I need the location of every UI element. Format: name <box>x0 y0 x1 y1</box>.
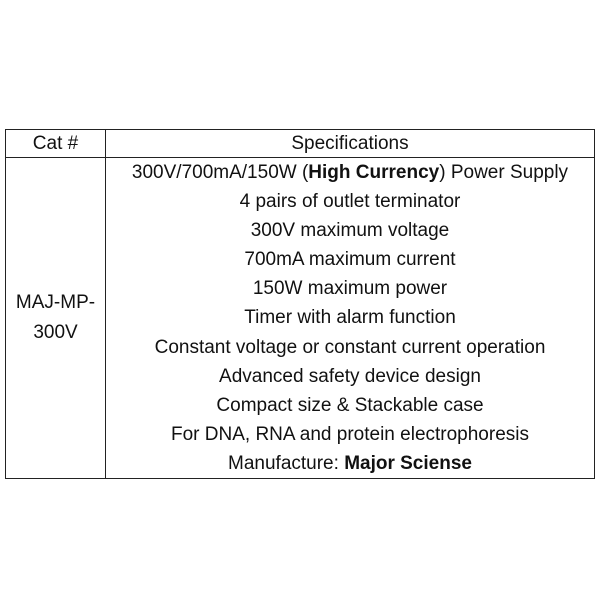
spec-line-max-power: 150W maximum power <box>252 278 448 300</box>
header-row <box>6 130 595 158</box>
table-row <box>6 158 595 479</box>
spec-text: 300V/700mA/150W ( <box>131 162 309 183</box>
spec-line-size: Compact size & Stackable case <box>216 394 484 416</box>
spec-bold-text: High Currency <box>308 162 440 183</box>
specifications-cell <box>106 158 595 479</box>
spec-table <box>5 129 595 479</box>
spec-line-operation-mode: Constant voltage or constant current operation <box>154 336 546 358</box>
spec-line-safety: Advanced safety device design <box>219 365 481 387</box>
spec-text: Manufacture: <box>228 452 345 474</box>
cat-number-cell <box>6 158 106 479</box>
spec-line-max-voltage: 300V maximum voltage <box>250 220 450 242</box>
spec-line-timer: Timer with alarm function <box>244 307 456 329</box>
header-specifications: Specifications <box>106 130 595 158</box>
cat-number-line-2: 300V <box>33 322 78 344</box>
spec-line-manufacturer <box>106 449 594 478</box>
spec-line-application: For DNA, RNA and protein electrophoresis <box>171 423 529 445</box>
spec-line-power-supply <box>106 158 594 187</box>
header-cat: Cat # <box>6 130 106 158</box>
spec-bold-text: Major Sciense <box>344 452 472 474</box>
spec-text: ) Power Supply <box>439 162 569 183</box>
spec-line-max-current: 700mA maximum current <box>244 249 456 271</box>
cat-number-line-1: MAJ-MP- <box>15 292 96 314</box>
spec-line-outlets: 4 pairs of outlet terminator <box>239 191 461 213</box>
